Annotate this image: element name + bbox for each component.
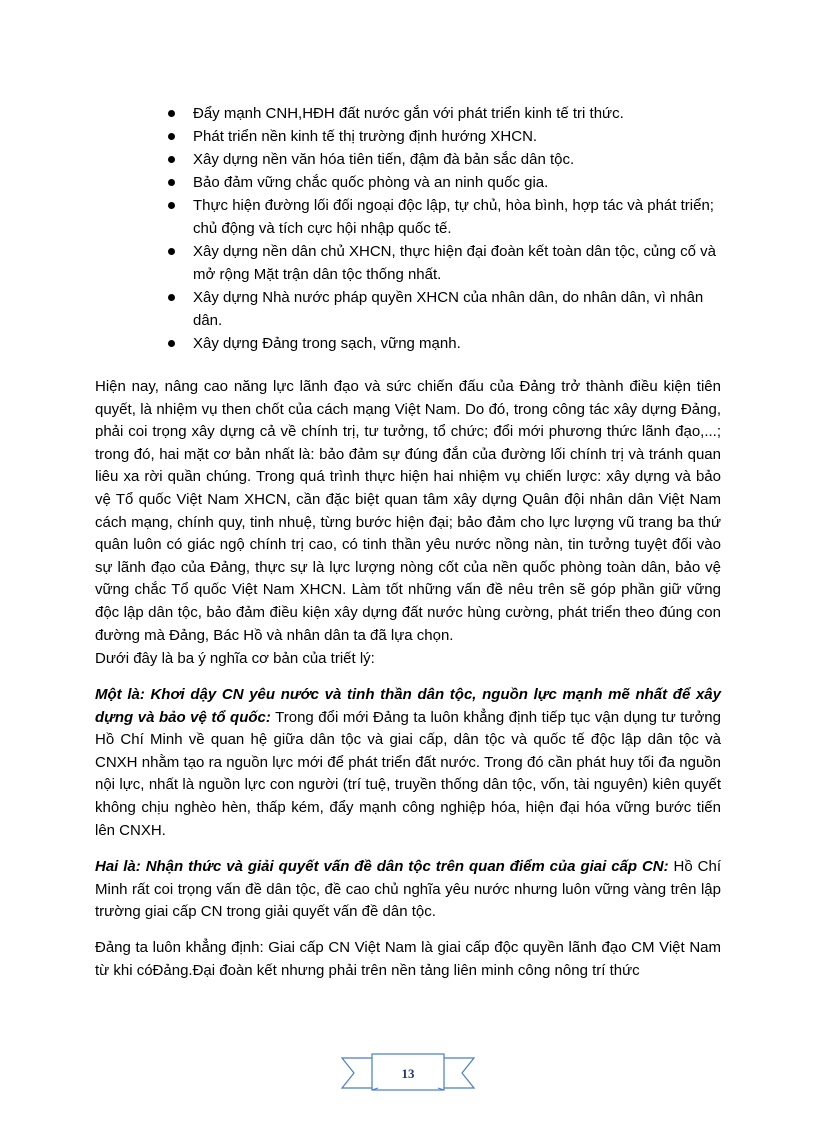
bullet-item: Thực hiện đường lối đối ngoại độc lập, tự chủ, hòa bình, hợp tác và phát triển; chủ động và tích cực hội nhập quốc tế. xyxy=(166,194,720,240)
paragraph-meaning-one xyxy=(95,684,721,842)
paragraph-intro-meanings: Dưới đây là ba ý nghĩa cơ bản của triết lý: xyxy=(95,650,375,667)
bullet-dot-icon xyxy=(168,340,175,347)
paragraph-party-building: Hiện nay, nâng cao năng lực lãnh đạo và sức chiến đấu của Đảng trở thành điều kiện tiên quyết, là nhiệm vụ then chốt của cách mạng Việt Nam. Do đó, trong công tác xây dựng Đảng, phải coi trọng xây dựng cả về chính trị, tư tưởng, tổ chức; đổi mới phương thức lãnh đạo,...; trong đó, hai mặt cơ bản nhất là: bảo đảm sự đúng đắn của đường lối chính trị và tránh quan liêu xa rời quần chúng. Trong quá trình thực hiện hai nhiệm vụ chiến lược: xây dựng và bảo vệ Tổ quốc Việt Nam XHCN, cần đặc biệt quan tâm xây dựng Quân đội nhân dân Việt Nam cách mạng, chính quy, tinh nhuệ, từng bước hiện đại; bảo đảm cho lực lượng vũ trang ba thứ quân luôn có giác ngộ chính trị cao, có tinh thần yêu nước nồng nàn, tin tưởng tuyệt đối vào sự lãnh đạo của Đảng, thực sự là lực lượng nòng cốt của nền quốc phòng toàn dân, bảo vệ vững chắc Tổ quốc Việt Nam XHCN. Làm tốt những vấn đề nêu trên sẽ góp phần giữ vững độc lập dân tộc, bảo đảm điều kiện xây dựng đất nước hùng cường, phát triển theo đúng con đường mà Đảng, Bác Hồ và nhân dân ta đã lựa chọn. xyxy=(95,378,721,644)
page-footer xyxy=(338,1052,478,1094)
bullet-item: Xây dựng Đảng trong sạch, vững mạnh. xyxy=(166,332,720,355)
bullet-dot-icon xyxy=(168,294,175,301)
bullet-item: Phát triển nền kinh tế thị trường định hướng XHCN. xyxy=(166,125,720,148)
paragraph-meaning-two xyxy=(95,856,721,924)
bullet-item: Xây dựng Nhà nước pháp quyền XHCN của nhân dân, do nhân dân, vì nhân dân. xyxy=(166,286,720,332)
bullet-dot-icon xyxy=(168,248,175,255)
goals-bullet-list xyxy=(166,102,720,355)
bullet-item: Bảo đảm vững chắc quốc phòng và an ninh quốc gia. xyxy=(166,171,720,194)
bullet-item: Đẩy mạnh CNH,HĐH đất nước gắn với phát triển kinh tế tri thức. xyxy=(166,102,720,125)
paragraph-working-class: Đảng ta luôn khẳng định: Giai cấp CN Việt Nam là giai cấp độc quyền lãnh đạo CM Việt Nam từ khi cóĐảng.Đại đoàn kết nhưng phải trên nền tảng liên minh công nông trí thức xyxy=(95,939,721,979)
bullet-dot-icon xyxy=(168,133,175,140)
meaning-one-heading: Một là: Khơi dậy CN yêu nước và tinh thần dân tộc, nguồn lực mạnh mẽ nhất để xây dựng và bảo vệ tổ quốc: xyxy=(95,686,721,726)
bullet-item: Xây dựng nền dân chủ XHCN, thực hiện đại đoàn kết toàn dân tộc, củng cố và mở rộng Mặt trận dân tộc thống nhất. xyxy=(166,240,720,286)
bullet-dot-icon xyxy=(168,202,175,209)
meaning-two-heading: Hai là: Nhận thức và giải quyết vấn đề dân tộc trên quan điểm của giai cấp CN: xyxy=(95,858,669,875)
meaning-two-body: Hồ Chí Minh rất coi trọng vấn đề dân tộc, đề cao chủ nghĩa yêu nước nhưng luôn vững vàng trên lập trường giai cấp CN trong giải quyết vấn đề dân tộc. xyxy=(95,858,721,921)
page-number: 13 xyxy=(401,1066,415,1081)
bullet-dot-icon xyxy=(168,179,175,186)
bullet-item: Xây dựng nền văn hóa tiên tiến, đậm đà bản sắc dân tộc. xyxy=(166,148,720,171)
bullet-dot-icon xyxy=(168,110,175,117)
meaning-one-body: Trong đổi mới Đảng ta luôn khẳng định tiếp tục vận dụng tư tưởng Hồ Chí Minh về quan hệ giữa dân tộc và giai cấp, dân tộc và quốc tế độc lập dân tộc và CNXH nhằm tạo ra nguồn lực mới để phát triển đất nước. Trong đó cần phát huy tối đa nguồn nội lực, nhất là nguồn lực con người (trí tuệ, truyền thống dân tộc, vốn, tài nguyên) kiên quyết không chịu nghèo hèn, thấp kém, đẩy mạnh công nghiệp hóa, hiện đại hóa vững bước tiến lên CNXH. xyxy=(95,708,721,839)
bullet-dot-icon xyxy=(168,156,175,163)
